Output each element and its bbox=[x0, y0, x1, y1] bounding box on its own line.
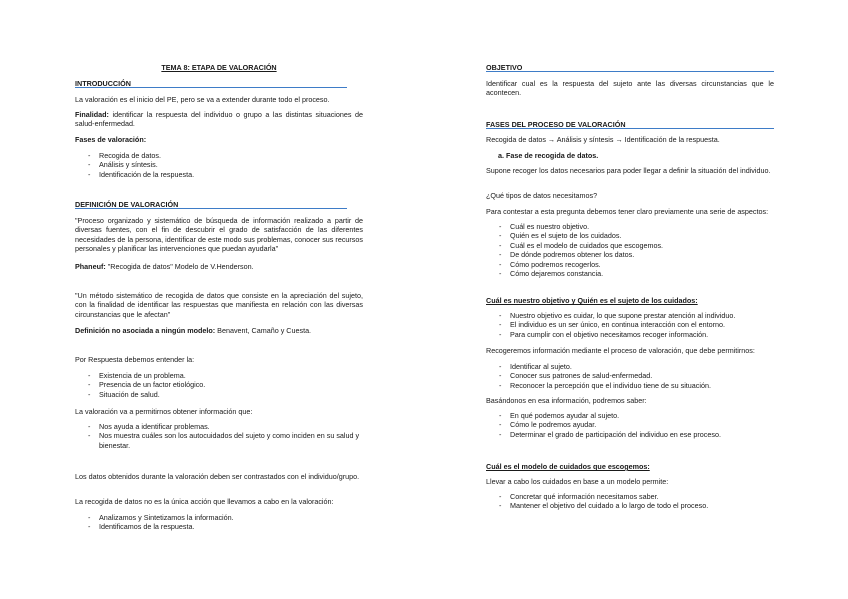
contrast-paragraph: Los datos obtenidos durante la valoración deben ser contrastados con el individuo/grupo. bbox=[75, 472, 360, 481]
list-item: - Cuál es el modelo de cuidados que escogemos. bbox=[486, 241, 774, 250]
fases-list bbox=[75, 151, 363, 179]
list-item: - Situación de salud. bbox=[75, 390, 363, 399]
aspectos-list bbox=[486, 222, 774, 278]
list-item: - Cuál es nuestro objetivo. bbox=[486, 222, 774, 231]
list-item: - Conocer sus patrones de salud-enfermedad. bbox=[486, 371, 774, 380]
modelo-paragraph: Llevar a cabo los cuidados en base a un modelo permite: bbox=[486, 477, 669, 486]
list-item: - Presencia de un factor etiológico. bbox=[75, 380, 363, 389]
recogida-paragraph: La recogida de datos no es la única acción que llevamos a cabo en la valoración: bbox=[75, 497, 334, 506]
acciones-list bbox=[75, 513, 363, 532]
list-item: - Cómo podremos recogerlos. bbox=[486, 260, 774, 269]
list-item: - Concretar qué información necesitamos saber. bbox=[486, 492, 774, 501]
objetivo-paragraph: Identificar cual es la respuesta del sujeto ante las diversas circunstancias que le acontecen. bbox=[486, 79, 774, 98]
list-item: - Nos ayuda a identificar problemas. bbox=[75, 422, 363, 431]
intro-heading: INTRODUCCIÓN bbox=[75, 79, 131, 88]
definition-quote: "Proceso organizado y sistemático de búsqueda de información realizado a partir de diversas fuentes, con el fin de descubrir el grado de satisfacción de las diferentes necesidades de la persona, identificar de este modo sus problemas, conocer sus recursos personales y planificar las intervenciones que puedan ayudarla" bbox=[75, 216, 363, 254]
sujeto-list bbox=[486, 311, 774, 339]
permitirnos-list bbox=[486, 362, 774, 390]
unassociated-definition: Definición no asociada a ningún modelo: Benavent, Camaño y Cuesta. bbox=[75, 326, 312, 335]
intro-paragraph: La valoración es el inicio del PE, pero se va a extender durante todo el proceso. bbox=[75, 95, 330, 104]
valoracion-list bbox=[75, 422, 363, 450]
flow-paragraph: Recogida de datos → Análisis y síntesis → Identificación de la respuesta. bbox=[486, 135, 720, 144]
modelo-list bbox=[486, 492, 774, 511]
list-item: - Existencia de un problema. bbox=[75, 371, 363, 380]
list-item: - Quién es el sujeto de los cuidados. bbox=[486, 231, 774, 240]
list-item: - El individuo es un ser único, en continua interacción con el entorno. bbox=[486, 320, 774, 329]
modelo-heading: Cuál es el modelo de cuidados que escogemos: bbox=[486, 462, 650, 471]
aspectos-paragraph: Para contestar a esta pregunta debemos tener claro previamente una serie de aspectos: bbox=[486, 207, 769, 216]
sujeto-heading: Cuál es nuestro objetivo y Quién es el sujeto de los cuidados: bbox=[486, 296, 698, 305]
method-quote: "Un método sistemático de recogida de datos que consiste en la apreciación del sujeto, con la finalidad de identificar las respuestas que manifiesta en relación con las diversas circunstancias que le afectan" bbox=[75, 291, 363, 319]
list-item: - Identificación de la respuesta. bbox=[75, 170, 363, 179]
basandonos-paragraph: Basándonos en esa información, podremos saber: bbox=[486, 396, 647, 405]
list-item: - Determinar el grado de participación del individuo en ese proceso. bbox=[486, 430, 774, 439]
list-item: - Identificamos de la respuesta. bbox=[75, 522, 363, 531]
objetivo-heading: OBJETIVO bbox=[486, 63, 523, 72]
question: ¿Qué tipos de datos necesitamos? bbox=[486, 191, 598, 200]
list-item: - Analizamos y Sintetizamos la información. bbox=[75, 513, 363, 522]
saber-list bbox=[486, 411, 774, 439]
fases-label: Fases de valoración: bbox=[75, 135, 147, 144]
list-item: - Análisis y síntesis. bbox=[75, 160, 363, 169]
list-item: - De dónde podremos obtener los datos. bbox=[486, 250, 774, 259]
list-item: - Nuestro objetivo es cuidar, lo que supone prestar atención al individuo. bbox=[486, 311, 774, 320]
list-item: - Cómo dejaremos constancia. bbox=[486, 269, 774, 278]
valoracion-paragraph: La valoración va a permitirnos obtener información que: bbox=[75, 407, 253, 416]
heading-rule bbox=[75, 208, 347, 209]
heading-rule bbox=[75, 87, 347, 88]
respuesta-paragraph: Por Respuesta debemos entender la: bbox=[75, 355, 195, 364]
fases-proceso-heading: FASES DEL PROCESO DE VALORACIÓN bbox=[486, 120, 626, 129]
finalidad-paragraph: Finalidad: identificar la respuesta del individuo o grupo a las distintas situaciones de salud-enfermedad. bbox=[75, 110, 363, 129]
recogeremos-paragraph: Recogeremos información mediante el proceso de valoración, que debe permitirnos: bbox=[486, 346, 755, 355]
document-title: TEMA 8: ETAPA DE VALORACIÓN bbox=[161, 63, 277, 72]
definicion-heading: DEFINICIÓN DE VALORACIÓN bbox=[75, 200, 179, 209]
list-item: - Identificar al sujeto. bbox=[486, 362, 774, 371]
subsection-heading: a. Fase de recogida de datos. bbox=[498, 151, 599, 160]
phaneuf-paragraph: Phaneuf: "Recogida de datos" Modelo de V.Henderson. bbox=[75, 262, 254, 271]
list-item: - Para cumplir con el objetivo necesitamos recoger información. bbox=[486, 330, 774, 339]
respuesta-list bbox=[75, 371, 363, 399]
list-item: - En qué podemos ayudar al sujeto. bbox=[486, 411, 774, 420]
list-item: - Recogida de datos. bbox=[75, 151, 363, 160]
heading-rule bbox=[486, 128, 774, 129]
heading-rule bbox=[486, 71, 774, 72]
list-item: - Mantener el objetivo del cuidado a lo largo de todo el proceso. bbox=[486, 501, 774, 510]
recoger-paragraph: Supone recoger los datos necesarios para poder llegar a definir la situación del individuo. bbox=[486, 166, 771, 175]
list-item: - Reconocer la percepción que el individuo tiene de su situación. bbox=[486, 381, 774, 390]
list-item: - Cómo le podremos ayudar. bbox=[486, 420, 774, 429]
list-item: - Nos muestra cuáles son los autocuidados del sujeto y como inciden en su salud y bienestar. bbox=[75, 431, 363, 450]
